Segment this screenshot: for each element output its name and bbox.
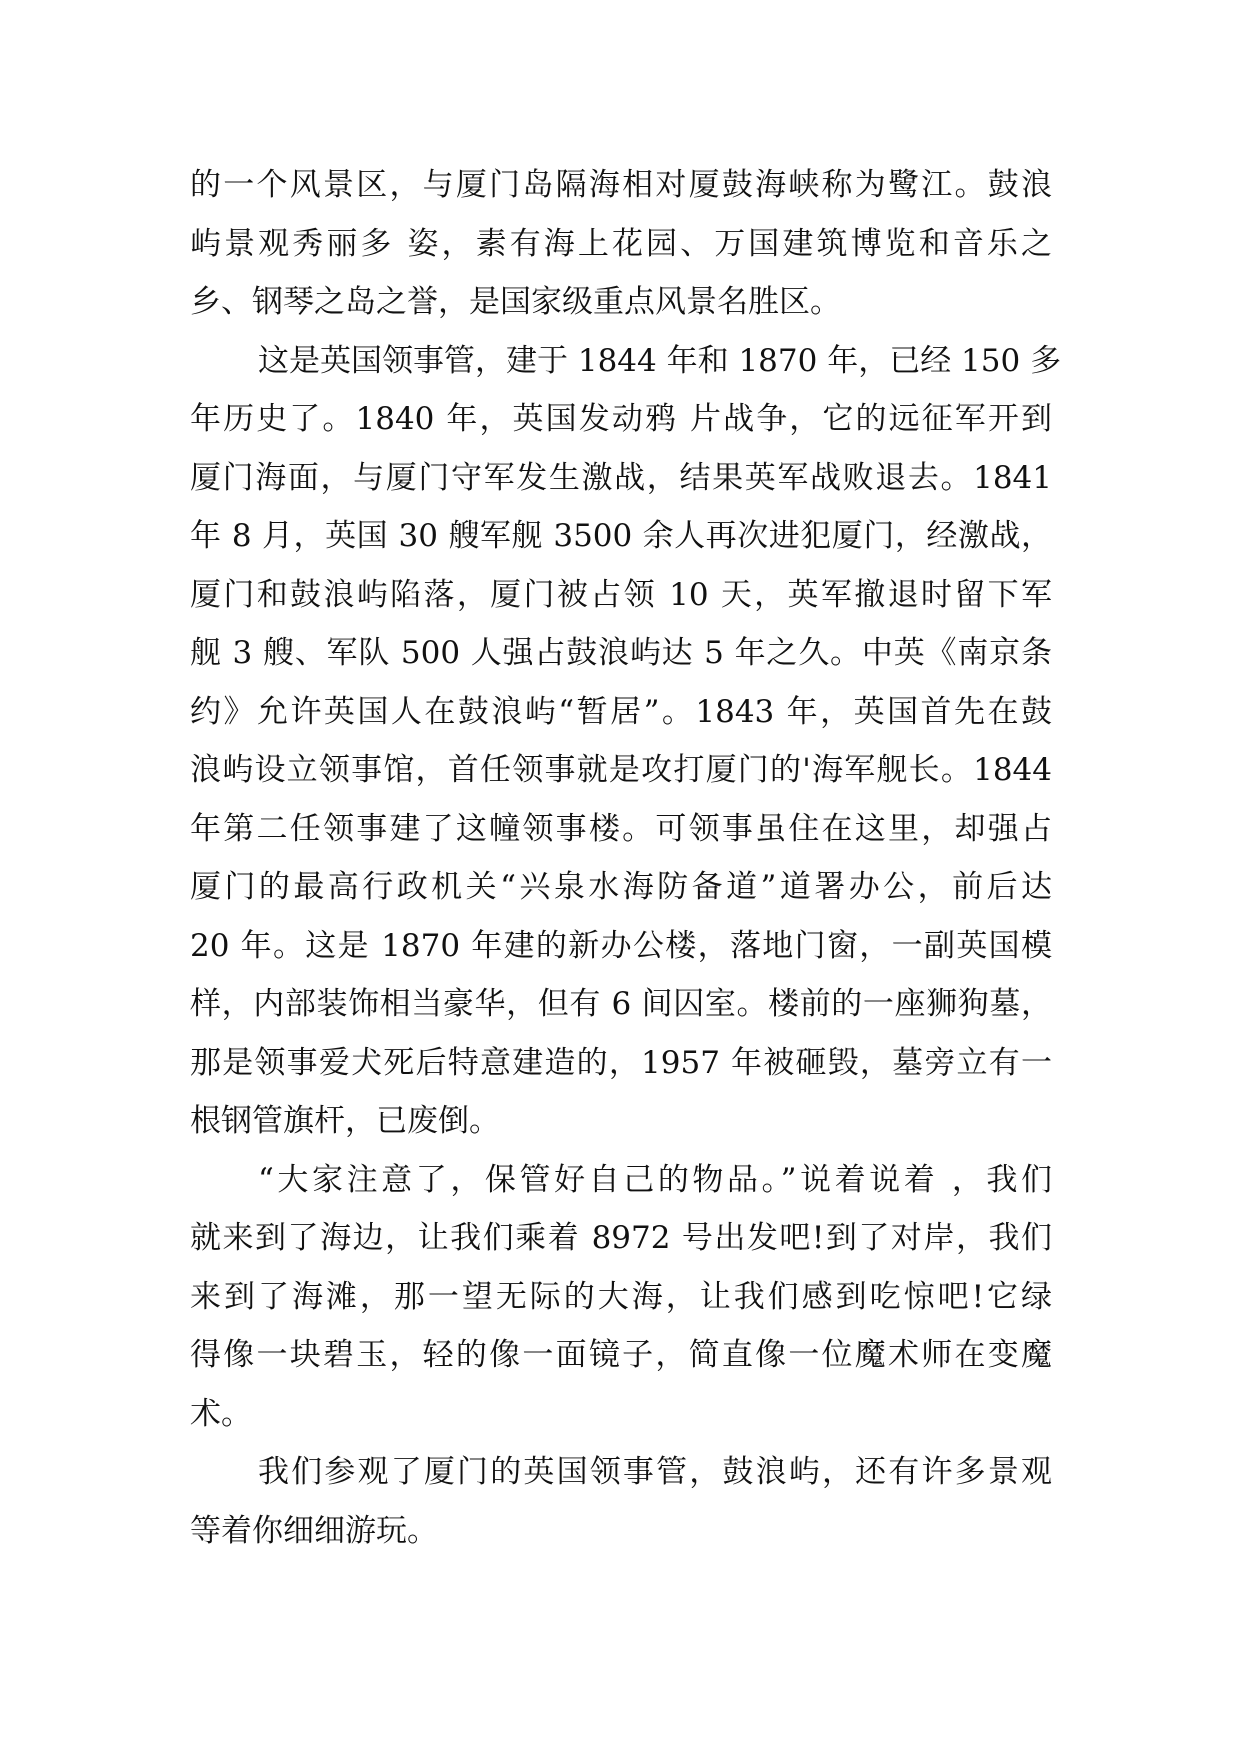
text-line: 的一个风景区，与厦门岛隔海相对厦鼓海峡称为鹭江。鼓浪 xyxy=(190,167,1052,203)
document-body xyxy=(190,156,1062,1560)
text-line: 样，内部装饰相当豪华，但有 6 间囚室。楼前的一座狮狗墓， xyxy=(190,986,1052,1022)
text-line: 厦门和鼓浪屿陷落，厦门被占领 10 天，英军撤退时留下军 xyxy=(190,576,1052,613)
text-line: 屿景观秀丽多 姿，素有海上花园、万国建筑博览和音乐之 xyxy=(190,225,1052,262)
text-line: 我们参观了厦门的英国领事管，鼓浪屿，还有许多景观 xyxy=(258,1454,1052,1490)
text-line: 根钢管旗杆，已废倒。 xyxy=(190,1103,500,1139)
text-line: 乡、钢琴之岛之誉，是国家级重点风景名胜区。 xyxy=(190,284,841,320)
text-line: 年历史了。1840 年，英国发动鸦 片战争，它的远征军开到 xyxy=(190,401,1052,437)
text-line: 厦门的最高行政机关“兴泉水海防备道”道署办公，前后达 xyxy=(190,869,1052,905)
text-line: 来到了海滩，那一望无际的大海，让我们感到吃惊吧!它绿 xyxy=(190,1278,1052,1315)
text-line: 约》允许英国人在鼓浪屿“暂居”。1843 年，英国首先在鼓 xyxy=(190,693,1052,730)
text-line: 年 8 月，英国 30 艘军舰 3500 余人再次进犯厦门，经激战， xyxy=(190,518,1052,554)
text-line: 就来到了海边，让我们乘着 8972 号出发吧!到了对岸，我们 xyxy=(190,1220,1052,1256)
text-line: 舰 3 艘、军队 500 人强占鼓浪屿达 5 年之久。中英《南京条 xyxy=(190,635,1052,671)
text-line: 20 年。这是 1870 年建的新办公楼，落地门窗，一副英国模 xyxy=(190,927,1052,964)
paragraph xyxy=(190,1151,1052,1444)
text-line: 等着你细细游玩。 xyxy=(190,1512,438,1549)
text-line: 得像一块碧玉，轻的像一面镜子，简直像一位魔术师在变魔 xyxy=(190,1337,1052,1373)
text-line: 这是英国领事管，建于 1844 年和 1870 年，已经 150 多 xyxy=(258,342,1062,379)
paragraph xyxy=(190,332,1062,1151)
text-line: 术。 xyxy=(190,1395,252,1432)
paragraph xyxy=(190,1443,1052,1560)
text-line: “大家注意了，保管好自己的物品。”说着说着 ，我们 xyxy=(258,1161,1052,1198)
text-line: 浪屿设立领事馆，首任领事就是攻打厦门的'海军舰长。1844 xyxy=(190,752,1052,788)
text-line: 那是领事爱犬死后特意建造的，1957 年被砸毁，墓旁立有一 xyxy=(190,1044,1052,1081)
text-line: 年第二任领事建了这幢领事楼。可领事虽住在这里，却强占 xyxy=(190,810,1052,847)
text-line: 厦门海面，与厦门守军发生激战，结果英军战败退去。1841 xyxy=(190,459,1052,496)
paragraph xyxy=(190,156,1052,332)
